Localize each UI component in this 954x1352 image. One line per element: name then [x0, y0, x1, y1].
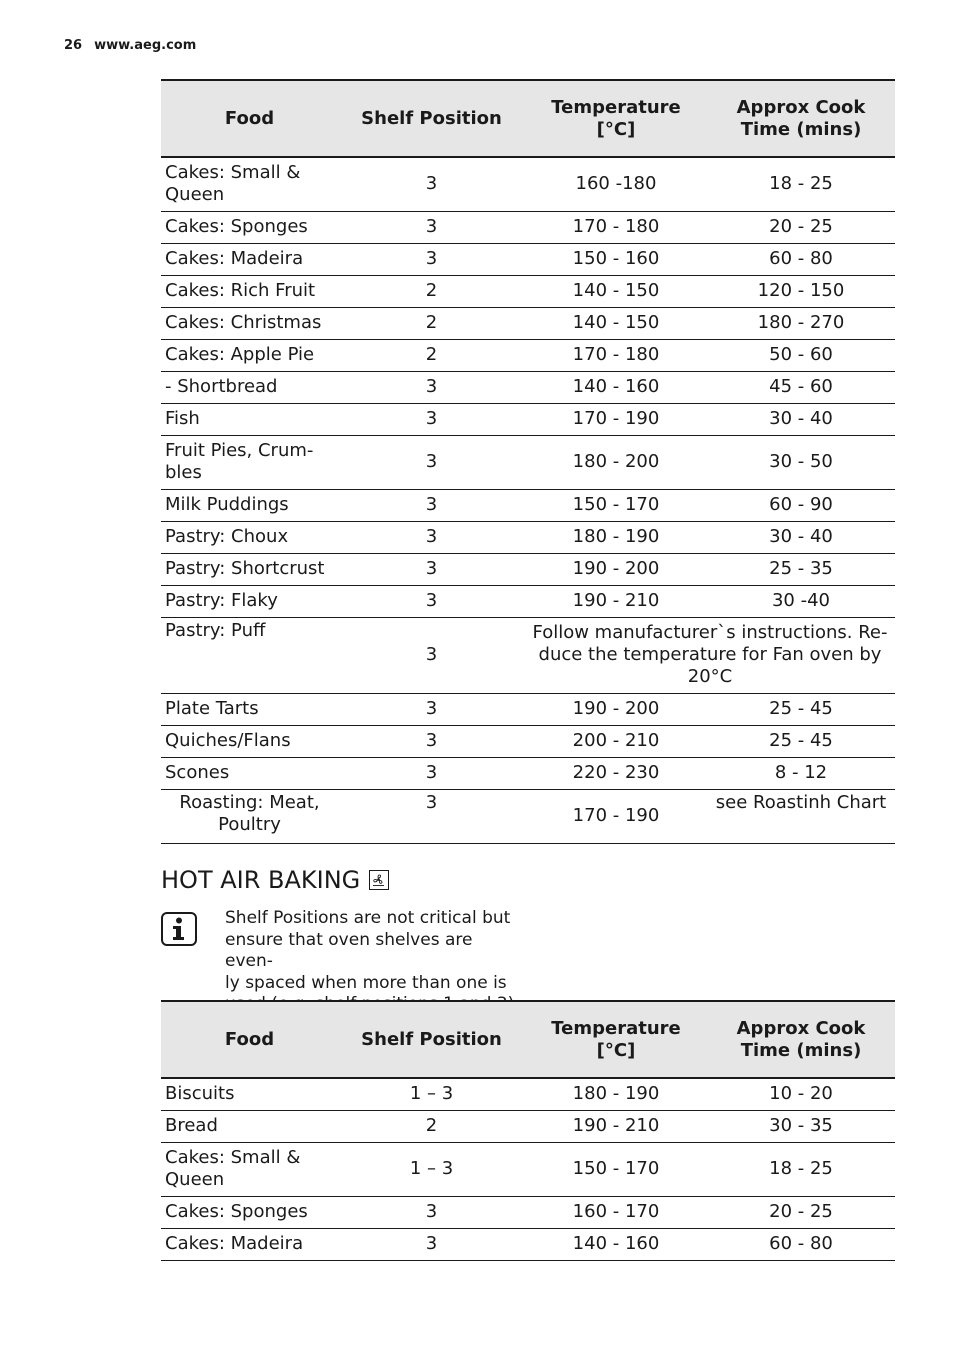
- table-row: [161, 585, 895, 617]
- page-header: [64, 38, 196, 53]
- table-row: [161, 521, 895, 553]
- cell-time: 60 - 80: [707, 1228, 895, 1260]
- cell-shelf: 3: [338, 157, 525, 211]
- cell-time: 30 - 50: [707, 435, 895, 489]
- table-row: [161, 371, 895, 403]
- table-row-roasting: [161, 789, 895, 843]
- cell-time: 25 - 45: [707, 725, 895, 757]
- column-header-temperature: Temperature [°C]: [525, 1001, 707, 1078]
- cell-food: Pastry: Shortcrust: [161, 553, 338, 585]
- cell-shelf: 1 – 3: [338, 1142, 525, 1196]
- cell-temperature: 150 - 170: [525, 489, 707, 521]
- cell-temperature: 140 - 160: [525, 371, 707, 403]
- cell-temperature: 180 - 200: [525, 435, 707, 489]
- cell-shelf: 2: [338, 307, 525, 339]
- table-row: [161, 275, 895, 307]
- table-row: [161, 403, 895, 435]
- cell-time: 18 - 25: [707, 1142, 895, 1196]
- table-row: [161, 693, 895, 725]
- table-row: [161, 211, 895, 243]
- cell-temperature: 170 - 190: [525, 789, 707, 843]
- section-title-text: HOT AIR BAKING: [161, 866, 361, 894]
- cell-food: Cakes: Apple Pie: [161, 339, 338, 371]
- cell-time: 25 - 45: [707, 693, 895, 725]
- column-header-shelf: Shelf Position: [338, 80, 525, 157]
- cell-food: Plate Tarts: [161, 693, 338, 725]
- column-header-time: Approx Cook Time (mins): [707, 80, 895, 157]
- cell-shelf: 3: [338, 725, 525, 757]
- cell-food: Cakes: Madeira: [161, 1228, 338, 1260]
- cell-time: 18 - 25: [707, 157, 895, 211]
- cell-food: Cakes: Small & Queen: [161, 1142, 338, 1196]
- site-url: www.aeg.com: [94, 38, 197, 53]
- table-row: [161, 553, 895, 585]
- table-row: [161, 1110, 895, 1142]
- cell-food: Cakes: Sponges: [161, 1196, 338, 1228]
- cell-temperature: 200 - 210: [525, 725, 707, 757]
- cell-food: Pastry: Choux: [161, 521, 338, 553]
- cell-temperature: 140 - 150: [525, 307, 707, 339]
- table-row: [161, 1196, 895, 1228]
- cell-food: Cakes: Rich Fruit: [161, 275, 338, 307]
- column-header-time: Approx Cook Time (mins): [707, 1001, 895, 1078]
- cell-temperature: 180 - 190: [525, 521, 707, 553]
- table-row: [161, 339, 895, 371]
- cell-shelf: 3: [338, 435, 525, 489]
- cell-temperature: 180 - 190: [525, 1078, 707, 1110]
- cell-shelf: 3: [338, 243, 525, 275]
- cell-food: Bread: [161, 1110, 338, 1142]
- table-row: [161, 157, 895, 211]
- hot-air-baking-table: [161, 1000, 895, 1261]
- cell-food: Cakes: Sponges: [161, 211, 338, 243]
- table-header-row: [161, 1001, 895, 1078]
- cell-time: 20 - 25: [707, 1196, 895, 1228]
- cell-food: Scones: [161, 757, 338, 789]
- table-row: [161, 1228, 895, 1260]
- cell-temperature: 150 - 160: [525, 243, 707, 275]
- cell-temperature: 220 - 230: [525, 757, 707, 789]
- cell-temperature: 190 - 210: [525, 585, 707, 617]
- cell-food: Cakes: Small & Queen: [161, 157, 338, 211]
- table-row: [161, 1142, 895, 1196]
- cell-temperature: 140 - 160: [525, 1228, 707, 1260]
- cell-time: 180 - 270: [707, 307, 895, 339]
- table-row-puff-pastry: [161, 617, 895, 693]
- cell-time: 30 - 35: [707, 1110, 895, 1142]
- cell-food: Cakes: Christmas: [161, 307, 338, 339]
- cell-time: 30 -40: [707, 585, 895, 617]
- cell-temperature: 170 - 180: [525, 339, 707, 371]
- cell-time: 60 - 90: [707, 489, 895, 521]
- cell-food: Pastry: Flaky: [161, 585, 338, 617]
- cell-time: 45 - 60: [707, 371, 895, 403]
- cell-temperature: 170 - 180: [525, 211, 707, 243]
- cell-food: Fish: [161, 403, 338, 435]
- cell-food: Cakes: Madeira: [161, 243, 338, 275]
- cell-instructions: Follow manufacturer`s instructions. Re- duce the temperature for Fan oven by 20°C: [525, 617, 895, 693]
- cell-temperature: 150 - 170: [525, 1142, 707, 1196]
- cell-shelf: 2: [338, 275, 525, 307]
- table-row: [161, 307, 895, 339]
- column-header-temperature: Temperature [°C]: [525, 80, 707, 157]
- cell-temperature: 170 - 190: [525, 403, 707, 435]
- cell-temperature: 190 - 210: [525, 1110, 707, 1142]
- cell-shelf: 3: [338, 371, 525, 403]
- cell-shelf: 3: [338, 617, 525, 693]
- table-row: [161, 489, 895, 521]
- cell-shelf: 1 – 3: [338, 1078, 525, 1110]
- cell-time: 25 - 35: [707, 553, 895, 585]
- cell-temperature: 140 - 150: [525, 275, 707, 307]
- cell-time: 8 - 12: [707, 757, 895, 789]
- cell-shelf: 3: [338, 489, 525, 521]
- info-icon: [161, 912, 197, 946]
- column-header-food: Food: [161, 1001, 338, 1078]
- cell-food: Fruit Pies, Crum- bles: [161, 435, 338, 489]
- cell-time: 20 - 25: [707, 211, 895, 243]
- cell-food: Milk Puddings: [161, 489, 338, 521]
- cell-temperature: 190 - 200: [525, 693, 707, 725]
- cell-shelf: 3: [338, 553, 525, 585]
- note-text: Shelf Positions are not critical but ensure that oven shelves are even- ly spaced when more than one is: [225, 908, 511, 993]
- cell-time: 30 - 40: [707, 403, 895, 435]
- table-header-row: [161, 80, 895, 157]
- cell-shelf: 3: [338, 1228, 525, 1260]
- cell-shelf: 2: [338, 1110, 525, 1142]
- column-header-food: Food: [161, 80, 338, 157]
- cell-shelf: 3: [338, 585, 525, 617]
- cell-time: 30 - 40: [707, 521, 895, 553]
- cell-shelf: 3: [338, 693, 525, 725]
- fan-icon: [369, 870, 389, 890]
- cell-time: 10 - 20: [707, 1078, 895, 1110]
- section-title: [161, 866, 389, 894]
- table-row: [161, 435, 895, 489]
- cell-food: Biscuits: [161, 1078, 338, 1110]
- table-row: [161, 725, 895, 757]
- table-row: [161, 1078, 895, 1110]
- cell-shelf: 2: [338, 339, 525, 371]
- cell-temperature: 160 - 170: [525, 1196, 707, 1228]
- cell-shelf: 3: [338, 521, 525, 553]
- cell-temperature: 160 -180: [525, 157, 707, 211]
- cell-time: 50 - 60: [707, 339, 895, 371]
- cell-food: Quiches/Flans: [161, 725, 338, 757]
- conventional-cooking-table: [161, 79, 895, 844]
- cell-time: 120 - 150: [707, 275, 895, 307]
- cell-shelf: 3: [338, 1196, 525, 1228]
- cell-food: Pastry: Puff: [161, 617, 338, 693]
- column-header-shelf: Shelf Position: [338, 1001, 525, 1078]
- table-row: [161, 757, 895, 789]
- cell-time: see Roastinh Chart: [707, 789, 895, 843]
- cell-food: - Shortbread: [161, 371, 338, 403]
- cell-shelf: 3: [338, 403, 525, 435]
- cell-shelf: 3: [338, 211, 525, 243]
- table-row: [161, 243, 895, 275]
- cell-food: Roasting: Meat, Poultry: [161, 789, 338, 843]
- cell-temperature: 190 - 200: [525, 553, 707, 585]
- cell-time: 60 - 80: [707, 243, 895, 275]
- page-number: 26: [64, 38, 83, 53]
- cell-shelf: 3: [338, 757, 525, 789]
- cell-shelf: 3: [338, 789, 525, 843]
